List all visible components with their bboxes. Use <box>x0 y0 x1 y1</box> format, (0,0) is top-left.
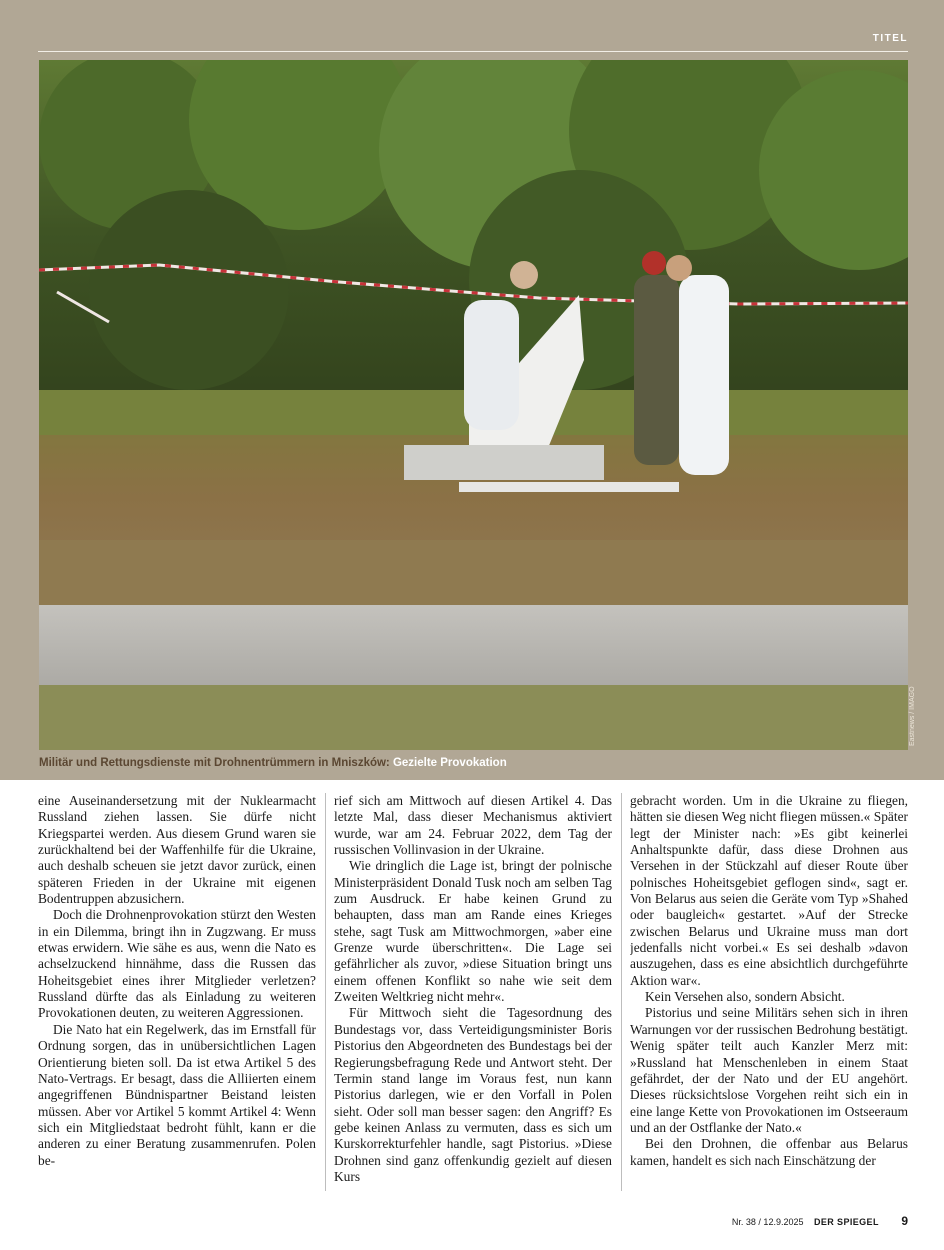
article-photo <box>39 60 908 750</box>
column-2 <box>334 793 612 1195</box>
caption-accent: Gezielte Provokation <box>392 757 507 769</box>
paragraph: gebracht worden. Um in die Ukraine zu fliegen, hätten sie diesen Weg nicht fliegen müssen.« Später legt der Minister nach: »Es gibt keinerlei Anhaltspunkte dafür, dass diese Drohnen aus Versehen in der Stückzahl auf dieser Route über polnisches Hoheitsgebiet geflogen sind«, sagt er. Von Belarus aus seien die Geräte vom Typ »Shahed oder baugleich« gestartet. »Auf der Strecke zwischen Belarus und Ukraine muss man dort jedenfalls nicht vorbei.« Es sei deshalb »davon auszugehen, dass es eine absichtlich durchgeführte Aktion war«. <box>630 793 908 988</box>
paragraph: Kein Versehen also, sondern Absicht. <box>645 989 845 1005</box>
page-footer <box>732 1212 908 1230</box>
paragraph: Pistorius und seine Militärs sehen sich in ihren Warnungen vor der russischen Bedrohung bestätigt. Wenig später teilt auch Kanzler Merz mit: »Russland hat Menschenleben in einem Staat gefährdet, der der Nato und der EU angehört. Dieses rücksichtslose Vorgehen reiht sich ein in eine lange Kette von Provokationen im Ostseeraum und an der Ostflanke der Nato.« <box>630 1005 908 1135</box>
page-number: 9 <box>901 1214 908 1228</box>
column-1 <box>38 793 316 1195</box>
photo-drone-wreckage-icon <box>39 60 908 750</box>
caption-main: Militär und Rettungsdienste mit Drohnentrümmern in Mniszków: <box>39 757 390 769</box>
column-3 <box>630 793 908 1195</box>
photo-credit: Eastnews / IMAGO <box>909 686 916 746</box>
magazine-name: DER SPIEGEL <box>813 1217 879 1227</box>
paragraph: rief sich am Mittwoch auf diesen Artikel 4. Das letzte Mal, dass dieser Mechanismus aktiviert wurde, war am 24. Februar 2022, dem Tag der russischen Vollinvasion in der Ukraine. <box>334 793 612 858</box>
column-divider <box>325 793 326 1191</box>
paragraph: Bei den Drohnen, die offenbar aus Belarus kamen, handelt es sich nach Einschätzung der <box>630 1136 908 1168</box>
paragraph: Doch die Drohnenprovokation stürzt den Westen in ein Dilemma, bringt ihn in Zugzwang. Er muss etwas erwidern. Wie sähe es aus, wenn die Nato es achselzuckend hinnähme, dass die Russen das Hoheitsgebiet eines ihrer Mitglieder verletzen? Russland dürfte das als Einladung zu weiteren Provokationen deuten, zu weiteren Aggressionen. <box>38 907 316 1021</box>
column-divider <box>621 793 622 1191</box>
paragraph: Wie dringlich die Lage ist, bringt der polnische Ministerpräsident Donald Tusk noch am selben Tag zum Ausdruck. Er habe keinen Grund zu behaupten, dass man am Rande eines Krieges stehe, sagt Tusk am Mittwochmorgen, »aber eine Grenze wurde überschritten«. Die Lage sei gefährlicher als zuvor, »diese Situation bringt uns einem offenen Konflikt so nahe wie seit dem Zweiten Weltkrieg nicht mehr«. <box>334 858 612 1005</box>
article-body <box>38 793 908 1195</box>
issue-info: Nr. 38 / 12.9.2025 <box>731 1217 804 1227</box>
paragraph: Für Mittwoch sieht die Tagesordnung des Bundestags vor, dass Verteidigungsminister Boris Pistorius den Abgeordneten des Bundestags bei der Regierungsbefragung Rede und Antwort steht. Der Termin stand lange im Voraus fest, nun kann Pistorius darlegen, wie er den Vorfall in Polen sieht. Oder soll man besser sagen: den Angriff? Es gebe keinen Anlass zu vermuten, dass es sich um Kurskorrekturfehler handle, sagt Pistorius. »Diese Drohnen sind ganz offenkundig gezielt auf diesen Kurs <box>334 1005 612 1184</box>
section-label: TITEL <box>872 33 908 44</box>
photo-caption <box>39 757 507 769</box>
top-rule <box>38 51 908 52</box>
paragraph: Die Nato hat ein Regelwerk, das im Ernstfall für Ordnung sorgen, das in unübersichtlichen Lagen Orientierung bieten soll. Da ist etwa Artikel 5 des Nato-Vertrags. Er besagt, dass die Alliierten einem angegriffenen Bündnispartner Beistand leisten müssen. Aber vor Artikel 5 kommt Artikel 4: Wenn sich ein Mitgliedstaat bedroht fühlt, kann er die anderen zu einer Beratung zusammenrufen. Polen be- <box>38 1021 316 1168</box>
paragraph: eine Auseinandersetzung mit der Nuklearmacht Russland ziehen lassen. Sie dürfe nicht Kriegspartei werden. Aus diesem Grund waren sie zurückhaltend bei der Waffenhilfe für die Ukraine, auch deshalb scheuen sie jetzt davor zurück, einen späteren Frieden in der Ukraine mit eigenen Bodentruppen abzusichern. <box>38 793 316 907</box>
